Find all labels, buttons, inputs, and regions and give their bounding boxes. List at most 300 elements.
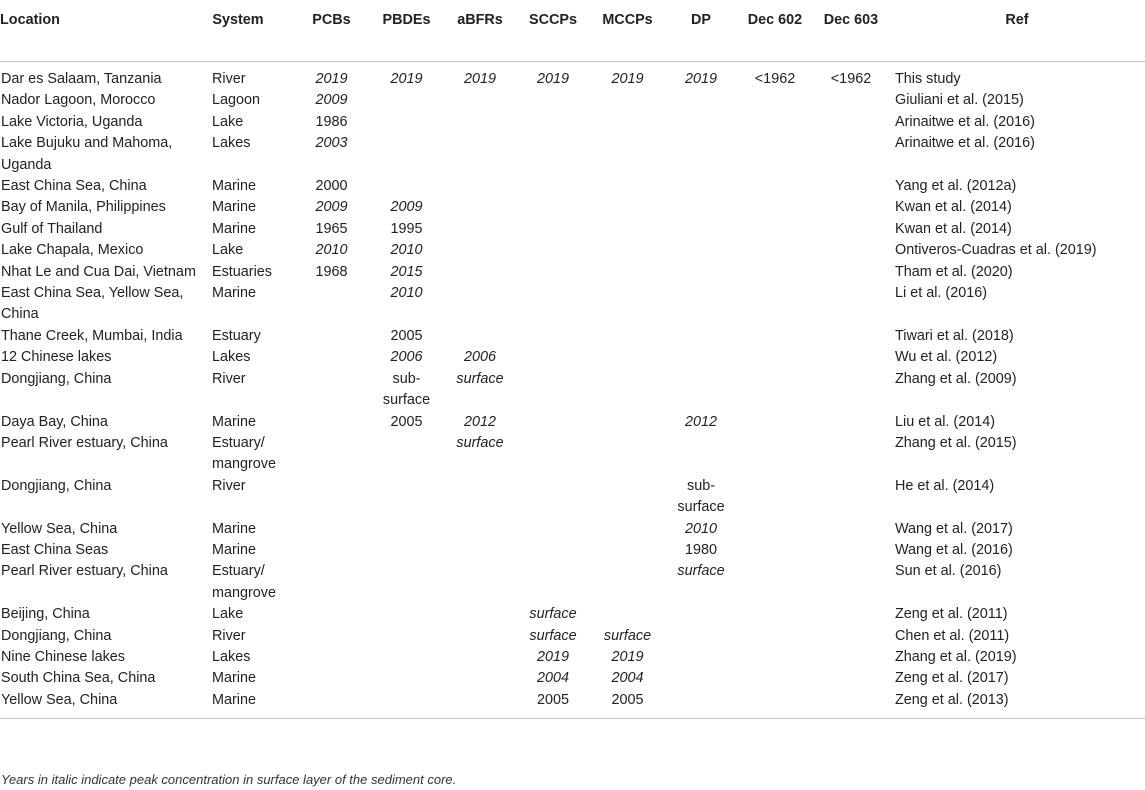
cell-pcbs (294, 626, 369, 647)
cell-dec603 (813, 519, 889, 540)
cell-pcbs (294, 412, 369, 433)
table-row (0, 240, 1145, 261)
cell-mccps (590, 604, 665, 625)
cell-pbdes (369, 668, 444, 689)
cell-location: East China Seas (1, 541, 109, 558)
cell-pbdes (369, 561, 444, 604)
cell-location: Yellow Sea, China (1, 520, 118, 537)
table-row (0, 433, 1145, 476)
header-ref: Ref (889, 0, 1145, 62)
cell-pbdes (369, 90, 444, 111)
cell-dp (665, 283, 737, 326)
cell-sccps (516, 347, 590, 368)
cell-system: River (212, 627, 246, 644)
cell-abfrs (444, 176, 516, 197)
cell-pcbs (294, 519, 369, 540)
cell-abfrs (444, 647, 516, 668)
cell-pbdes: 2015 (390, 263, 423, 280)
cell-ref: Zhang et al. (2009) (895, 370, 1017, 387)
cell-pbdes (369, 476, 444, 519)
cell-sccps (516, 476, 590, 519)
cell-dec603 (813, 668, 889, 689)
cell-ref: Giuliani et al. (2015) (895, 92, 1024, 109)
cell-pcbs: 1986 (315, 113, 348, 130)
cell-mccps (590, 476, 665, 519)
cell-system: River (212, 71, 246, 87)
table-row (0, 476, 1145, 519)
cell-pcbs (294, 668, 369, 689)
cell-sccps (516, 197, 590, 218)
cell-abfrs: 2019 (463, 71, 496, 87)
table-row (0, 561, 1145, 604)
cell-sccps: 2019 (536, 648, 569, 665)
cell-location: Bay of Manila, Philippines (1, 199, 166, 216)
cell-dp (665, 240, 737, 261)
cell-ref: He et al. (2014) (895, 477, 995, 494)
cell-mccps (590, 433, 665, 476)
cell-abfrs (444, 326, 516, 347)
table-header (0, 0, 1145, 69)
cell-location: Dongjiang, China (1, 370, 112, 387)
header-pcbs: PCBs (294, 0, 369, 62)
cell-abfrs (444, 561, 516, 604)
cell-dec603 (813, 647, 889, 668)
cell-mccps (590, 240, 665, 261)
cell-abfrs (444, 283, 516, 326)
cell-location: Gulf of Thailand (1, 220, 103, 237)
cell-dp (665, 326, 737, 347)
cell-abfrs (444, 604, 516, 625)
cell-system: Lakes (212, 349, 251, 366)
table-row (0, 412, 1145, 433)
table-row (0, 540, 1145, 561)
cell-pbdes: 1995 (390, 220, 423, 237)
cell-system: Lake (212, 113, 244, 130)
cell-sccps (516, 519, 590, 540)
cell-dec602 (737, 476, 813, 519)
cell-pbdes (369, 647, 444, 668)
cell-dp (665, 219, 737, 240)
cell-ref: Arinaitwe et al. (2016) (895, 113, 1035, 130)
cell-dec602: <1962 (754, 71, 796, 87)
cell-dec603 (813, 326, 889, 347)
cell-ref: Zhang et al. (2019) (895, 648, 1017, 665)
cell-sccps: 2019 (536, 71, 569, 87)
cell-dp (665, 369, 737, 412)
cell-mccps (590, 112, 665, 133)
cell-dec602 (737, 647, 813, 668)
cell-pbdes: 2005 (390, 327, 423, 344)
cell-pcbs: 2009 (315, 92, 348, 109)
cell-pbdes: 2010 (390, 285, 423, 302)
cell-pcbs (294, 561, 369, 604)
cell-pcbs (294, 433, 369, 476)
cell-dp (665, 262, 737, 283)
table-row (0, 604, 1145, 625)
cell-dec602 (737, 176, 813, 197)
cell-abfrs: surface (456, 434, 504, 451)
cell-sccps (516, 540, 590, 561)
cell-pbdes (369, 176, 444, 197)
cell-dp: 2012 (684, 413, 717, 430)
cell-dp (665, 604, 737, 625)
cell-location: Dar es Salaam, Tanzania (1, 71, 162, 87)
cell-abfrs (444, 262, 516, 283)
header-mccps: MCCPs (590, 0, 665, 62)
cell-ref: Wu et al. (2012) (895, 349, 998, 366)
cell-dec603 (813, 412, 889, 433)
header-dec603: Dec 603 (813, 0, 889, 62)
cell-location: Nador Lagoon, Morocco (1, 92, 156, 109)
cell-system: Estuaries (212, 263, 272, 280)
cell-dp (665, 626, 737, 647)
cell-pcbs: 2010 (315, 242, 348, 259)
cell-location: Pearl River estuary, China (1, 434, 168, 451)
cell-system: Lagoon (212, 92, 261, 109)
cell-dp (665, 133, 737, 176)
cell-dec602 (737, 90, 813, 111)
cell-mccps: 2005 (590, 690, 665, 719)
cell-mccps (590, 90, 665, 111)
table-row (0, 176, 1145, 197)
cell-sccps: 2004 (536, 670, 569, 687)
cell-dec603 (813, 626, 889, 647)
cell-pcbs (294, 476, 369, 519)
cell-dec603 (813, 369, 889, 412)
cell-dp (665, 668, 737, 689)
cell-dec602 (737, 561, 813, 604)
table-row (0, 647, 1145, 668)
cell-location: Lake Chapala, Mexico (1, 242, 144, 259)
cell-mccps (590, 540, 665, 561)
table-row (0, 690, 1145, 719)
table-row (0, 283, 1145, 326)
cell-pcbs: 2003 (315, 135, 348, 152)
cell-system: Marine (206, 690, 294, 719)
cell-dec603 (813, 197, 889, 218)
cell-sccps (516, 219, 590, 240)
cell-pbdes: sub-surface (382, 370, 431, 409)
cell-pcbs (294, 690, 369, 719)
cell-ref: Tiwari et al. (2018) (895, 327, 1014, 344)
cell-ref: Zeng et al. (2013) (889, 690, 1145, 719)
cell-mccps (590, 412, 665, 433)
cell-abfrs (444, 540, 516, 561)
cell-mccps (590, 262, 665, 283)
cell-abfrs: 2012 (463, 413, 496, 430)
table-row (0, 369, 1145, 412)
cell-system: Lake (212, 606, 244, 623)
table-row (0, 626, 1145, 647)
cell-dec602 (737, 197, 813, 218)
cell-dec602 (737, 326, 813, 347)
cell-sccps (516, 240, 590, 261)
cell-dec603 (813, 690, 889, 719)
cell-dp: 2010 (684, 520, 717, 537)
cell-ref: Wang et al. (2017) (895, 520, 1013, 537)
cell-dp: surface (677, 563, 725, 580)
cell-abfrs (444, 197, 516, 218)
table-row (0, 112, 1145, 133)
cell-pbdes: 2006 (390, 349, 423, 366)
cell-dec602 (737, 690, 813, 719)
cell-pbdes (369, 604, 444, 625)
cell-dp: sub-surface (677, 477, 725, 516)
cell-mccps (590, 347, 665, 368)
cell-pbdes: 2009 (390, 199, 423, 216)
cell-system: Marine (212, 178, 256, 195)
cell-pbdes (369, 540, 444, 561)
cell-pcbs (294, 326, 369, 347)
cell-mccps: 2019 (611, 71, 644, 87)
cell-system: Lakes (212, 135, 251, 152)
cell-sccps (516, 262, 590, 283)
cell-dec603 (813, 112, 889, 133)
table-row (0, 668, 1145, 689)
cell-sccps (516, 561, 590, 604)
cell-dec603 (813, 262, 889, 283)
cell-dp (665, 90, 737, 111)
cell-dec602 (737, 219, 813, 240)
cell-system: Lakes (212, 648, 251, 665)
cell-pcbs (294, 540, 369, 561)
cell-location: Nhat Le and Cua Dai, Vietnam (1, 263, 196, 280)
cell-dec602 (737, 519, 813, 540)
cell-sccps (516, 326, 590, 347)
cell-dec602 (737, 347, 813, 368)
cell-ref: Wang et al. (2016) (895, 541, 1013, 558)
cell-sccps: surface (529, 606, 577, 623)
cell-system: Marine (212, 413, 256, 430)
cell-abfrs (444, 90, 516, 111)
cell-location: Beijing, China (1, 606, 90, 623)
cell-ref: Chen et al. (2011) (895, 627, 1010, 644)
cell-pcbs: 1968 (315, 263, 348, 280)
cell-abfrs (444, 690, 516, 719)
cell-dec602 (737, 433, 813, 476)
cell-abfrs (444, 476, 516, 519)
cell-dp (665, 112, 737, 133)
table-body (0, 69, 1145, 719)
cell-dp (665, 347, 737, 368)
cell-dp (665, 647, 737, 668)
cell-location: Lake Victoria, Uganda (1, 113, 143, 130)
cell-pcbs (294, 347, 369, 368)
cell-sccps (516, 112, 590, 133)
cell-system: Marine (212, 520, 256, 537)
cell-abfrs (444, 626, 516, 647)
table-row (0, 326, 1145, 347)
cell-dec603 (813, 176, 889, 197)
cell-dec602 (737, 133, 813, 176)
cell-dec603 (813, 240, 889, 261)
cell-pbdes (369, 519, 444, 540)
cell-abfrs: 2006 (463, 349, 496, 366)
cell-pcbs: 1965 (315, 220, 348, 237)
cell-pcbs: 2019 (315, 71, 348, 87)
cell-location: East China Sea, Yellow Sea, China (1, 285, 184, 323)
table-row (0, 347, 1145, 368)
cell-abfrs: surface (456, 370, 504, 387)
cell-system: Marine (212, 285, 256, 302)
cell-pcbs: 2000 (315, 178, 348, 195)
cell-pbdes (369, 112, 444, 133)
cell-pcbs (294, 369, 369, 412)
table-row (0, 262, 1145, 283)
cell-system: Estuary/ mangrove (212, 563, 276, 601)
cell-mccps (590, 219, 665, 240)
cell-mccps: 2019 (611, 648, 644, 665)
cell-ref: Liu et al. (2014) (895, 413, 995, 430)
header-sccps: SCCPs (516, 0, 590, 62)
cell-location: 12 Chinese lakes (1, 349, 112, 366)
cell-dec603 (813, 90, 889, 111)
cell-system: Estuary/ mangrove (212, 434, 276, 473)
cell-system: Lake (212, 242, 244, 259)
cell-pcbs (294, 283, 369, 326)
cell-location: East China Sea, China (1, 178, 147, 195)
cell-abfrs (444, 219, 516, 240)
cell-dp (665, 433, 737, 476)
cell-sccps (516, 133, 590, 176)
cell-dec602 (737, 240, 813, 261)
cell-ref: Yang et al. (2012a) (895, 178, 1017, 195)
cell-mccps (590, 283, 665, 326)
cell-dec602 (737, 283, 813, 326)
cell-pbdes (369, 626, 444, 647)
table-row (0, 519, 1145, 540)
cell-mccps: 2004 (611, 670, 644, 687)
cell-location: Dongjiang, China (1, 477, 112, 494)
cell-abfrs (444, 112, 516, 133)
cell-sccps (516, 369, 590, 412)
cell-dec603 (813, 283, 889, 326)
cell-ref: This study (895, 71, 961, 87)
cell-dec602 (737, 668, 813, 689)
cell-location: Daya Bay, China (1, 413, 108, 430)
cell-sccps: 2005 (516, 690, 590, 719)
cell-dec602 (737, 262, 813, 283)
cell-dec602 (737, 540, 813, 561)
cell-abfrs (444, 133, 516, 176)
cell-location: South China Sea, China (1, 670, 156, 687)
cell-mccps (590, 561, 665, 604)
cell-location: Pearl River estuary, China (1, 563, 168, 580)
cell-location: Yellow Sea, China (0, 690, 206, 719)
cell-dec602 (737, 369, 813, 412)
cell-dp (665, 197, 737, 218)
cell-pbdes (369, 433, 444, 476)
cell-sccps (516, 176, 590, 197)
cell-pcbs: 2009 (315, 199, 348, 216)
cell-sccps: surface (529, 627, 577, 644)
cell-ref: Kwan et al. (2014) (895, 199, 1012, 216)
cell-mccps (590, 176, 665, 197)
cell-dec603 (813, 219, 889, 240)
cell-dec603 (813, 604, 889, 625)
cell-pcbs (294, 647, 369, 668)
cell-mccps: surface (603, 627, 652, 644)
cell-mccps (590, 519, 665, 540)
cell-dp: 1980 (684, 541, 717, 558)
cell-pcbs (294, 604, 369, 625)
cell-location: Dongjiang, China (1, 627, 112, 644)
cell-dec603 (813, 476, 889, 519)
cell-sccps (516, 90, 590, 111)
cell-dec603 (813, 133, 889, 176)
cell-sccps (516, 283, 590, 326)
cell-ref: Zhang et al. (2015) (895, 434, 1017, 451)
cell-system: Marine (212, 199, 256, 216)
cell-ref: Arinaitwe et al. (2016) (895, 135, 1035, 152)
cell-dec603 (813, 347, 889, 368)
cell-system: Marine (212, 670, 256, 687)
table-row (0, 69, 1145, 90)
cell-dec603: <1962 (830, 71, 872, 87)
cell-ref: Zeng et al. (2011) (895, 606, 1008, 623)
cell-dp: 2019 (684, 71, 717, 87)
cell-dp (665, 690, 737, 719)
table-row (0, 90, 1145, 111)
cell-dp (665, 176, 737, 197)
cell-abfrs (444, 668, 516, 689)
cell-dec603 (813, 433, 889, 476)
cell-system: River (212, 370, 246, 387)
header-system: System (206, 0, 294, 62)
cell-dec602 (737, 412, 813, 433)
cell-pbdes: 2005 (390, 413, 423, 430)
cell-pbdes (369, 133, 444, 176)
header-location: Location (0, 0, 206, 62)
cell-sccps (516, 412, 590, 433)
header-pbdes: PBDEs (369, 0, 444, 62)
table-row (0, 133, 1145, 176)
cell-abfrs (444, 519, 516, 540)
cell-mccps (590, 197, 665, 218)
cell-location: Thane Creek, Mumbai, India (1, 327, 183, 344)
table-footnote: Years in italic indicate peak concentration in surface layer of the sediment core. (1, 772, 457, 787)
cell-system: River (212, 477, 246, 494)
cell-ref: Sun et al. (2016) (895, 563, 1002, 580)
cell-pbdes (369, 690, 444, 719)
cell-sccps (516, 433, 590, 476)
header-abfrs: aBFRs (444, 0, 516, 62)
cell-pbdes: 2019 (390, 71, 423, 87)
cell-mccps (590, 369, 665, 412)
cell-mccps (590, 133, 665, 176)
header-dp: DP (665, 0, 737, 62)
cell-dec602 (737, 626, 813, 647)
header-dec602: Dec 602 (737, 0, 813, 62)
cell-ref: Li et al. (2016) (895, 285, 987, 302)
cell-ref: Ontiveros-Cuadras et al. (2019) (895, 242, 1097, 259)
cell-mccps (590, 326, 665, 347)
cell-dec602 (737, 604, 813, 625)
cell-ref: Tham et al. (2020) (895, 263, 1013, 280)
cell-ref: Kwan et al. (2014) (895, 220, 1012, 237)
cell-system: Marine (212, 541, 256, 558)
cell-system: Estuary (212, 327, 261, 344)
cell-abfrs (444, 240, 516, 261)
cell-dec603 (813, 561, 889, 604)
cell-dec602 (737, 112, 813, 133)
table-row (0, 219, 1145, 240)
cell-location: Nine Chinese lakes (1, 648, 125, 665)
table-row (0, 197, 1145, 218)
cell-system: Marine (212, 220, 256, 237)
cell-location: Lake Bujuku and Mahoma, Uganda (1, 135, 173, 173)
cell-pbdes: 2010 (390, 242, 423, 259)
